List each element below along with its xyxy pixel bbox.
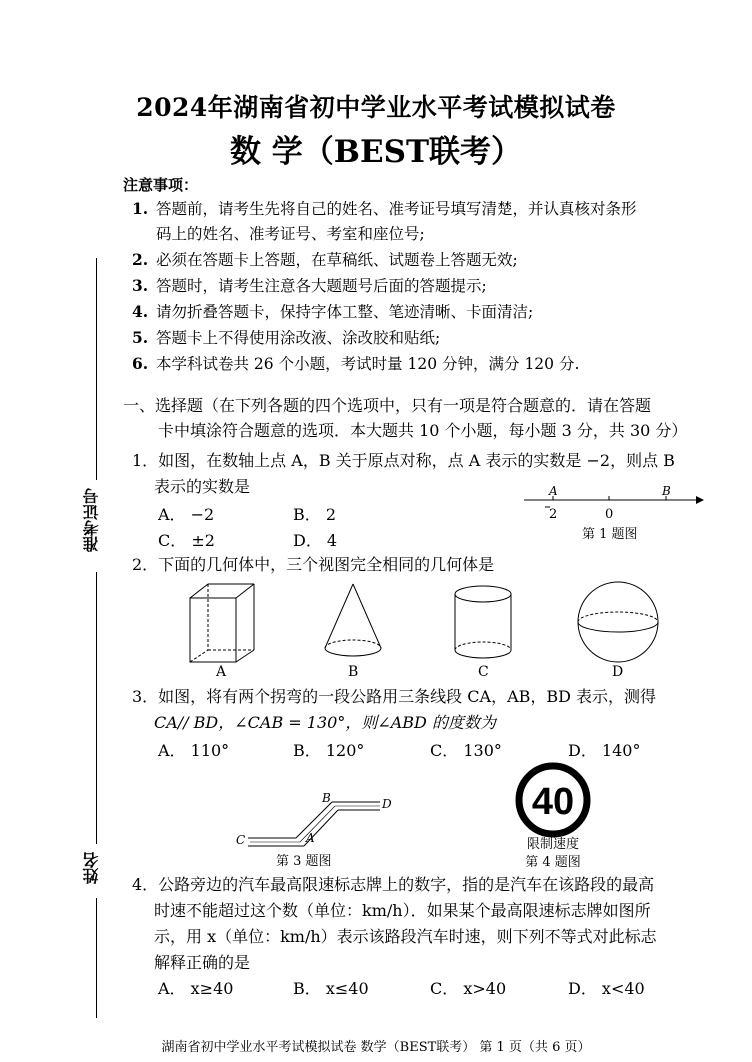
question-4: 4．公路旁边的汽车最高限速标志牌上的数字，指的是汽车在该路段的最高 时速不能超过这个数（单位：km/h）．如果某个最高限速标志牌如图所 示，用 x（单位：km/h）表示该路段汽车时速，则下列不等式对此标志 解释正确的是 (132, 875, 657, 972)
binding-line-bottom (96, 898, 97, 1018)
q1-option-c: C． ±2 (158, 531, 215, 550)
q4-option-a: A． x≥40 (158, 979, 234, 998)
point-a-label: A (306, 831, 315, 845)
notice-item-5: 5. 答题卡上不得使用涂改液、涂改胶和贴纸; (132, 328, 441, 347)
point-c-label: C (236, 833, 246, 847)
binding-line-top (96, 258, 97, 480)
tick-label-origin: 0 (605, 507, 614, 522)
notice-heading: 注意事项： (123, 176, 199, 194)
notice-item-3: 3. 答题时，请考生注意各大题题号后面的答题提示; (132, 276, 487, 295)
q4-option-c: C． x>40 (430, 979, 507, 998)
speed-limit-label: 限制速度 (526, 837, 580, 852)
solid-b-label: B (348, 664, 359, 678)
point-d-label: D (382, 797, 392, 811)
binding-line-middle (96, 572, 97, 844)
point-b-label: B (322, 791, 331, 805)
speed-limit-number: 40 (531, 781, 575, 823)
q1-option-d: D． 4 (293, 531, 338, 550)
solid-c-label: C (478, 664, 489, 678)
point-b-label: B (662, 484, 671, 498)
q3-option-d: D． 140° (568, 741, 641, 760)
q1-option-b: B． 2 (293, 505, 337, 524)
q3-option-a: A． 110° (158, 741, 230, 760)
notice-item-4: 4. 请勿折叠答题卡，保持字体工整、笔迹清晰、卡面清洁; (132, 302, 534, 321)
speed-limit-sign-figure (506, 760, 600, 872)
section-heading: 一、选择题（在下列各题的四个选项中，只有一项是符合题意的．请在答题 卡中填涂符合题意的选项．本大题共 10 个小题，每小题 3 分，共 30 分） (123, 396, 688, 440)
solid-c-cylinder (448, 580, 518, 678)
name-label: 姓名 (82, 852, 101, 884)
solid-d-sphere (574, 580, 662, 678)
question-2: 2．下面的几何体中，三个视图完全相同的几何体是 (132, 555, 495, 574)
notice-list (132, 196, 712, 377)
figure-3-caption: 第 3 题图 (276, 854, 332, 869)
figure-4-caption: 第 4 题图 (525, 855, 581, 870)
q3-option-b: B． 120° (293, 741, 365, 760)
road-figure (228, 788, 408, 870)
tick-label-a: 2 (549, 507, 558, 522)
q4-option-b: B． x≤40 (293, 979, 369, 998)
notice-item-1-cont: 码上的姓名、准考证号、考室和座位号; (156, 225, 425, 243)
solid-b-cone (318, 580, 388, 678)
exam-number-label: 准考证号 (82, 488, 101, 552)
notice-item-6: 6. 本学科试卷共 26 个小题，考试时量 120 分钟，满分 120 分. (132, 354, 580, 373)
solid-d-label: D (612, 664, 624, 678)
notice-item-1: 1. 答题前，请考生先将自己的姓名、准考证号填写清楚，并认真核对条形 (132, 199, 637, 218)
question-1: 1．如图，在数轴上点 A，B 关于原点对称，点 A 表示的实数是 −2，则点 B 表示的实数是 (132, 451, 675, 496)
solid-a-label: A (216, 664, 227, 678)
point-a-label: A (549, 484, 558, 498)
notice-item-2: 2. 必须在答题卡上答题，在草稿纸、试题卷上答题无效; (132, 250, 518, 269)
q1-option-a: A． −2 (158, 505, 215, 524)
solid-a-cuboid (186, 580, 266, 678)
exam-title: 2024年湖南省初中学业水平考试模拟试卷 (136, 93, 616, 122)
question-3: 3．如图，将有两个拐弯的一段公路用三条线段 CA，AB，BD 表示，测得 CA// BD，∠CAB = 130°，则∠ABD 的度数为 (132, 687, 657, 732)
number-line-figure (520, 480, 710, 542)
q3-option-c: C． 130° (430, 741, 502, 760)
page-footer: 湖南省初中学业水平考试模拟试卷 数学（BEST联考） 第 1 页（共 6 页） (161, 1040, 591, 1055)
exam-subtitle: 数 学（BEST联考） (229, 134, 523, 170)
figure-1-caption: 第 1 题图 (582, 527, 638, 542)
q4-option-d: D． x<40 (568, 979, 645, 998)
